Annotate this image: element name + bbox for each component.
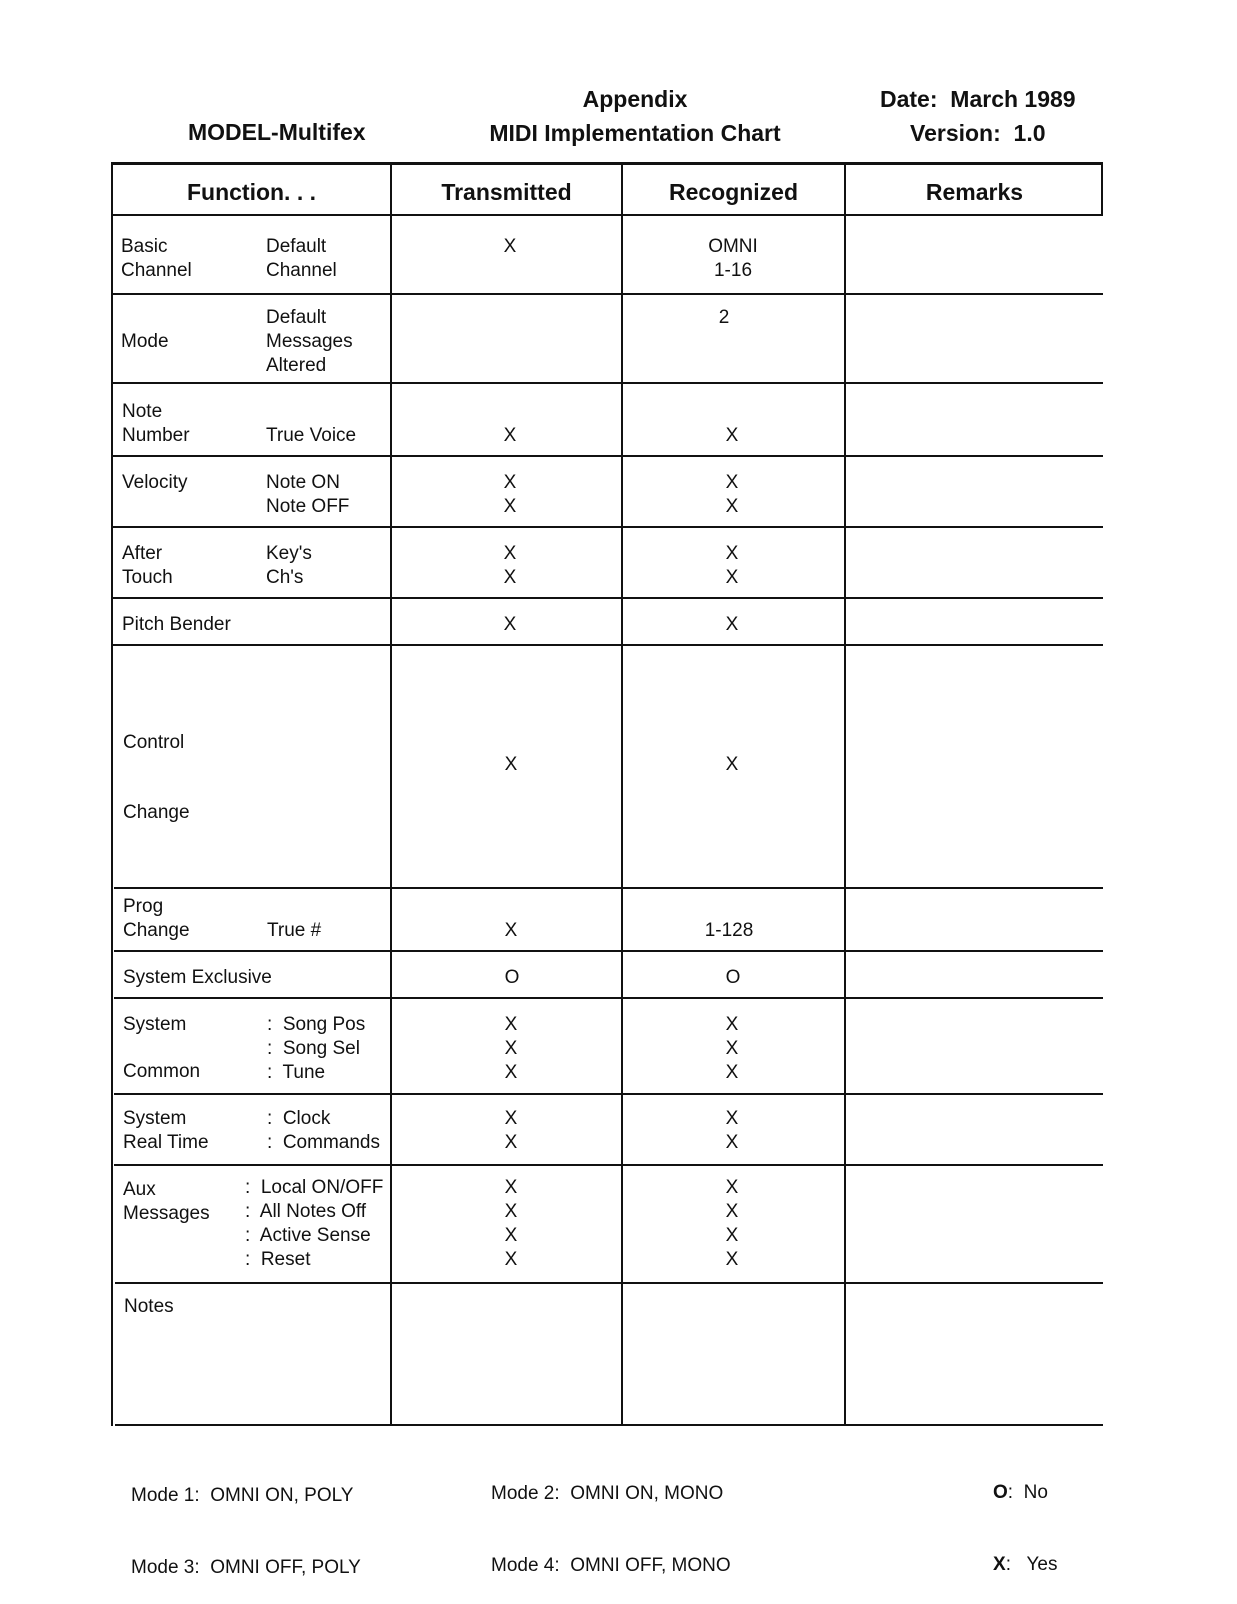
- row-note-tx: X: [503, 425, 517, 446]
- grid-line: [114, 1164, 1103, 1166]
- mode-4-label: Mode 4: OMNI OFF, MONO: [491, 1555, 731, 1576]
- row-pitch-tx: X: [503, 614, 517, 635]
- model-name: MODEL-Multifex: [188, 119, 366, 145]
- row-basic-sub: Default Channel: [266, 236, 337, 281]
- row-after-label: After Touch: [122, 543, 173, 588]
- row-aux-sub: : Local ON/OFF : All Notes Off : Active Sense : Reset: [245, 1177, 384, 1270]
- grid-line: [113, 526, 1103, 528]
- footer-modes-left: [131, 1436, 361, 1604]
- grid-line: [115, 1424, 1103, 1426]
- row-velocity-tx: X X: [503, 472, 517, 517]
- row-note-label: Note Number: [122, 401, 190, 446]
- legend-o-key: O: [993, 1482, 1008, 1503]
- row-change-label: Change: [123, 802, 190, 823]
- row-mode-rx: 2: [718, 307, 730, 328]
- row-realtime-rx: X X: [725, 1108, 739, 1153]
- row-velocity-sub: Note ON Note OFF: [266, 472, 350, 517]
- row-aux-rx: X X X X: [725, 1177, 739, 1270]
- footer-legend: [993, 1433, 1057, 1601]
- appendix-label: Appendix: [582, 86, 688, 112]
- col-header-transmitted: Transmitted: [441, 179, 572, 205]
- row-basic-tx: X: [503, 236, 517, 257]
- row-note-rx: X: [725, 425, 739, 446]
- row-basic-rx: OMNI 1-16: [708, 236, 758, 281]
- row-aux-label: Aux Messages: [123, 1179, 210, 1224]
- date-label: Date: March 1989: [880, 86, 1076, 112]
- row-common-tx: X X X: [504, 1014, 518, 1083]
- footer-modes-right: [491, 1434, 731, 1602]
- grid-line: [114, 887, 1103, 889]
- chart-title: MIDI Implementation Chart: [489, 120, 781, 146]
- row-prog-rx: 1-128: [704, 920, 754, 941]
- legend-x: [993, 1553, 1057, 1577]
- row-common-label2: Common: [123, 1061, 201, 1082]
- row-after-tx: X X: [503, 543, 517, 588]
- row-sysex-label: System Exclusive: [123, 967, 272, 988]
- row-realtime-tx: X X: [504, 1108, 518, 1153]
- grid-line: [112, 455, 1103, 457]
- row-sysex-rx: O: [725, 967, 741, 988]
- row-after-sub: Key's Ch's: [266, 543, 312, 588]
- row-prog-tx: X: [504, 920, 518, 941]
- grid-line: [111, 162, 113, 1426]
- row-prog-label: Prog Change: [123, 896, 190, 941]
- mode-1-label: Mode 1: OMNI ON, POLY: [131, 1485, 354, 1506]
- row-sysex-tx: O: [504, 967, 520, 988]
- col-header-remarks: Remarks: [925, 179, 1024, 205]
- row-pitch-label: Pitch Bender: [122, 614, 231, 635]
- row-control-label: Control: [123, 732, 185, 753]
- grid-line: [115, 1282, 1103, 1284]
- date-version: [880, 82, 1100, 150]
- grid-line: [114, 950, 1103, 952]
- grid-line: [111, 162, 1103, 165]
- col-header-recognized: Recognized: [668, 179, 799, 205]
- version-label: Version: 1.0: [910, 120, 1046, 146]
- legend-o-value: : No: [1007, 1482, 1048, 1503]
- row-note-sub: True Voice: [266, 425, 357, 446]
- grid-line: [114, 1093, 1103, 1095]
- row-notes-label: Notes: [124, 1296, 174, 1317]
- row-common-sub: : Song Pos : Song Sel : Tune: [267, 1014, 366, 1083]
- grid-line: [114, 997, 1103, 999]
- grid-line: [113, 597, 1103, 599]
- grid-line: [390, 162, 392, 1426]
- row-common-label1: System: [123, 1014, 187, 1035]
- col-header-function: Function. . .: [186, 179, 317, 205]
- mode-2-label: Mode 2: OMNI ON, MONO: [491, 1483, 724, 1504]
- row-realtime-sub: : Clock : Commands: [267, 1108, 380, 1153]
- grid-line: [112, 293, 1103, 295]
- row-aux-tx: X X X X: [504, 1177, 518, 1270]
- row-control-rx: X: [725, 754, 739, 775]
- grid-line: [112, 382, 1103, 384]
- row-common-rx: X X X: [725, 1014, 739, 1083]
- row-pitch-rx: X: [725, 614, 739, 635]
- row-mode-label: Mode: [121, 331, 169, 352]
- row-after-rx: X X: [725, 543, 739, 588]
- row-velocity-rx: X X: [725, 472, 739, 517]
- row-control-tx: X: [504, 754, 518, 775]
- grid-line: [111, 214, 1103, 216]
- row-prog-sub: True #: [267, 920, 322, 941]
- row-mode-sub: Default Messages Altered: [266, 307, 353, 376]
- legend-o: [993, 1481, 1057, 1505]
- grid-line: [844, 162, 846, 1426]
- legend-x-key: X: [993, 1554, 1006, 1575]
- grid-line: [113, 644, 1103, 646]
- chart-heading: [440, 82, 830, 150]
- row-realtime-label: System Real Time: [123, 1108, 209, 1153]
- legend-x-value: : Yes: [1005, 1554, 1058, 1575]
- mode-3-label: Mode 3: OMNI OFF, POLY: [131, 1557, 361, 1578]
- row-basic-label: Basic Channel: [121, 236, 192, 281]
- row-velocity-label: Velocity: [122, 472, 188, 493]
- grid-line: [621, 162, 623, 1426]
